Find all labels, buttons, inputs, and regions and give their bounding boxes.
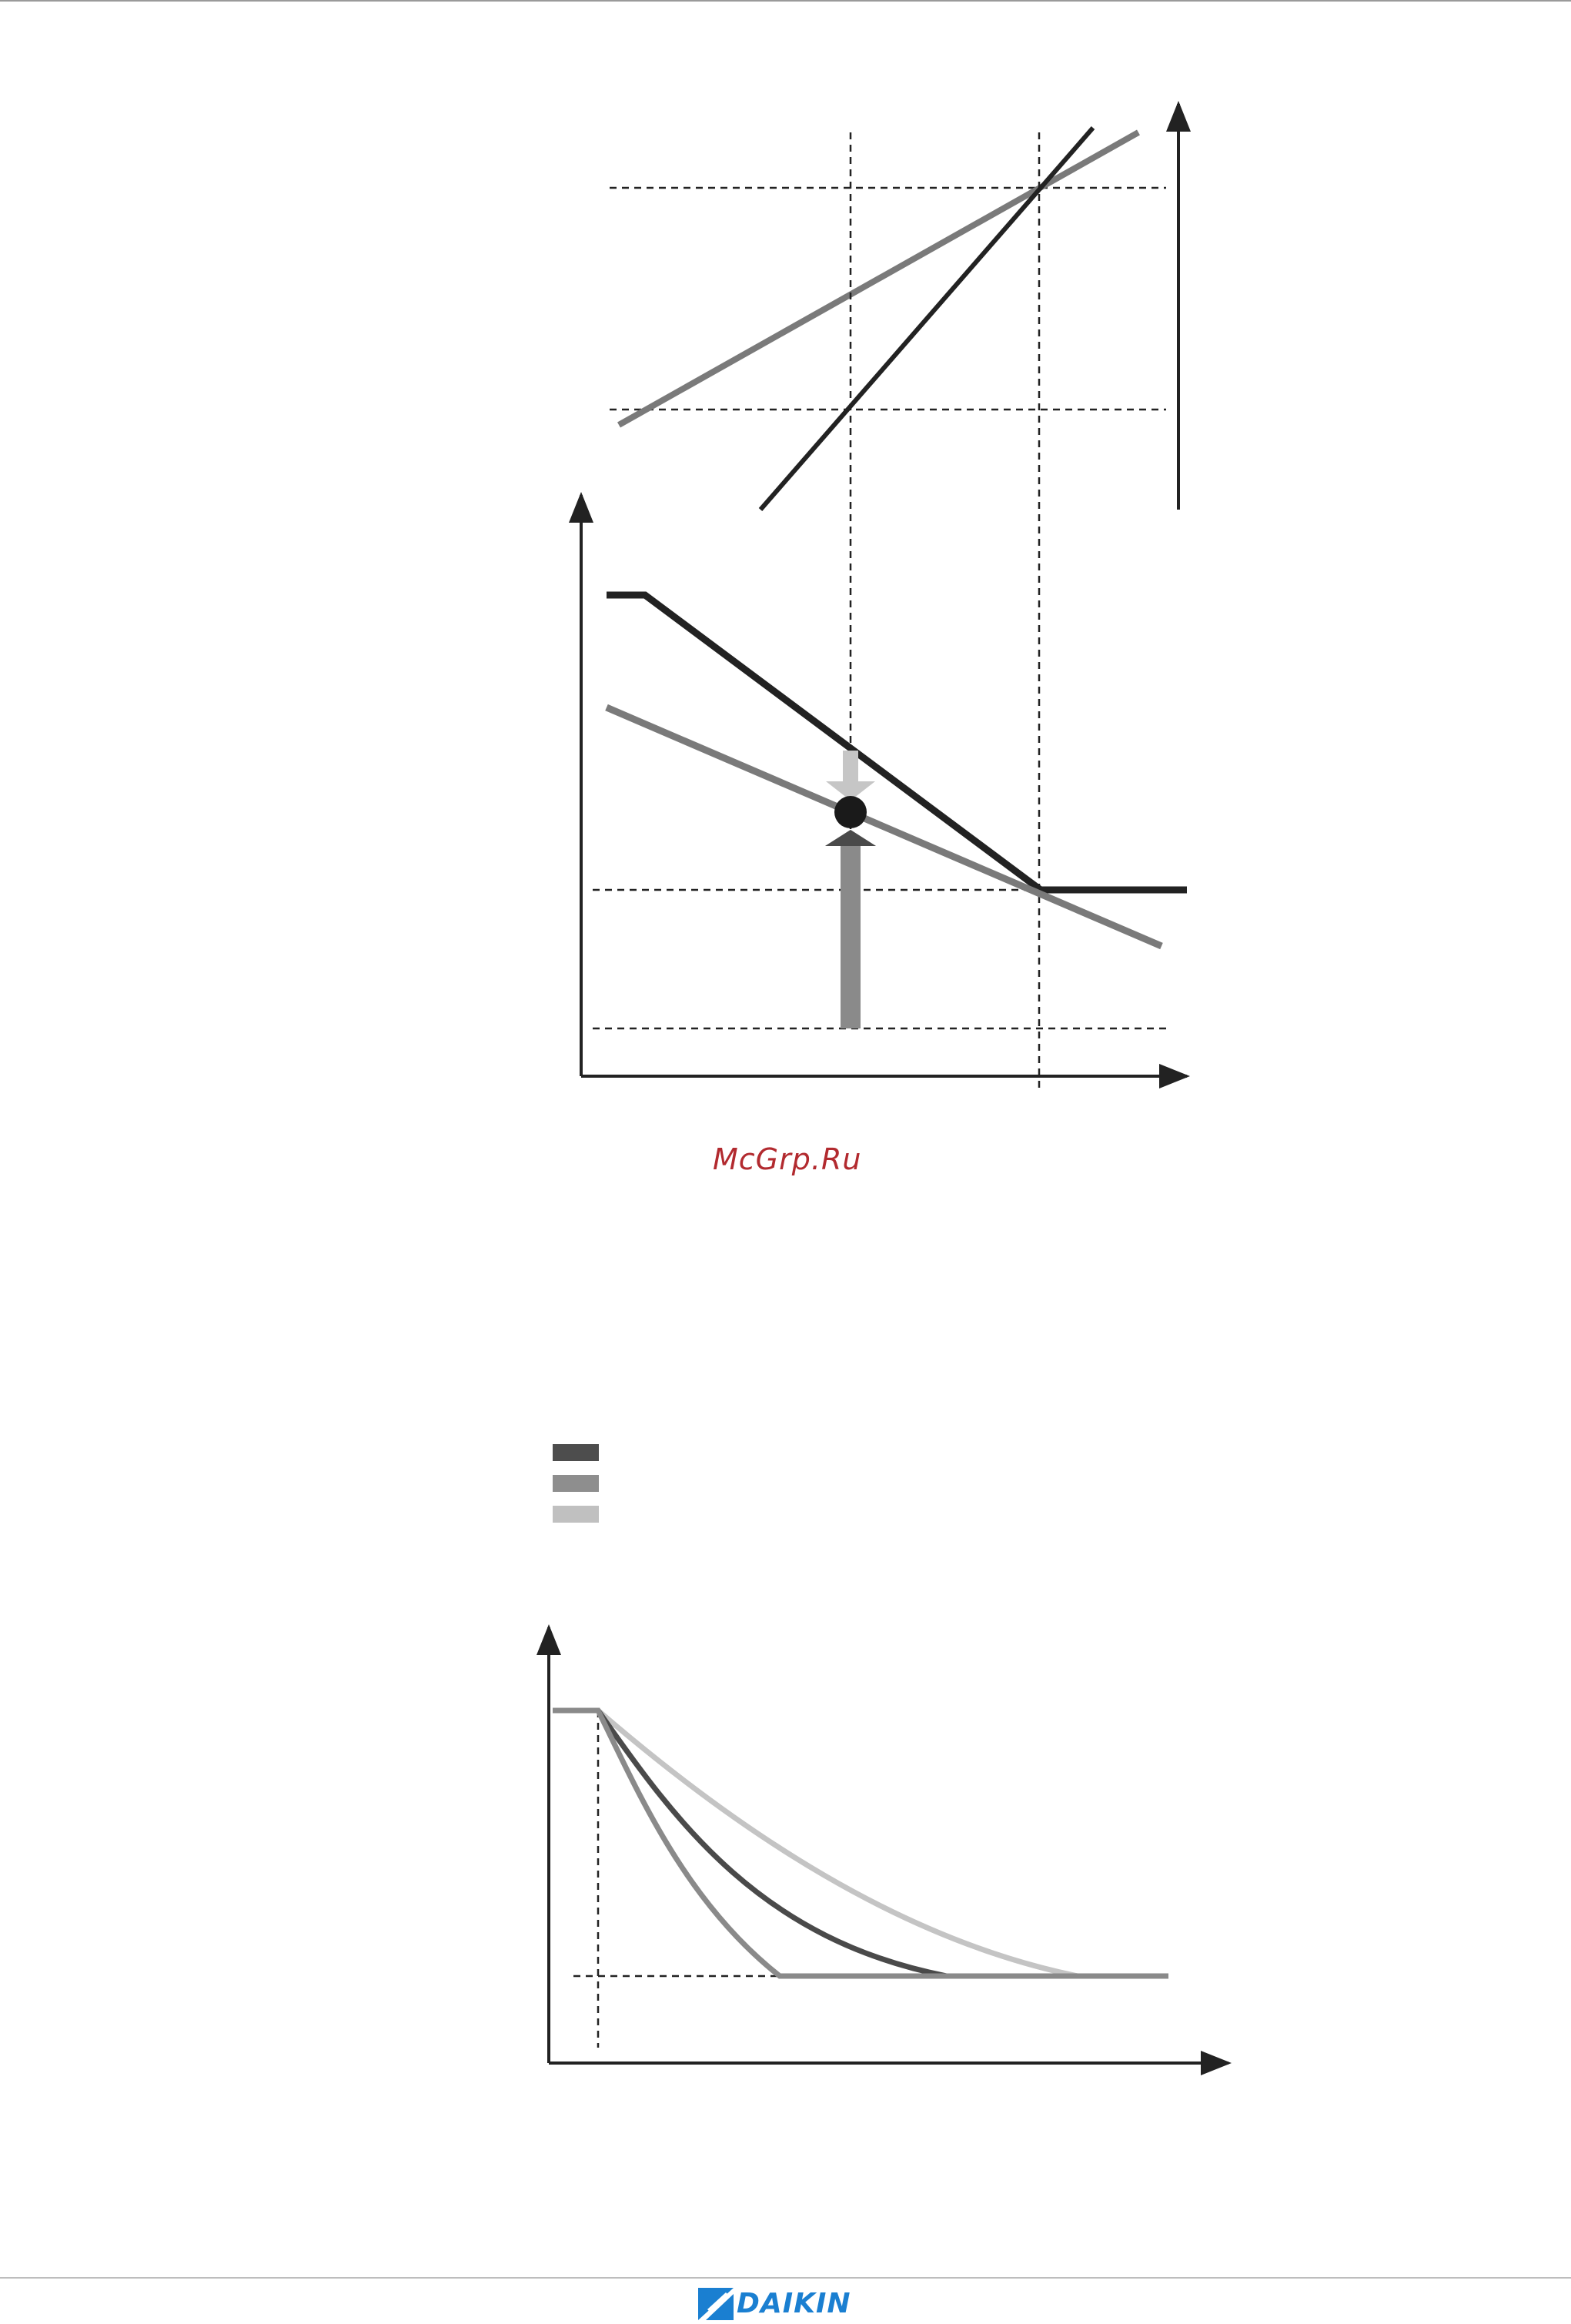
legend-swatch-dark [553, 1444, 599, 1461]
legend-swatch-light [553, 1506, 599, 1523]
daikin-logo [697, 2283, 874, 2322]
up-arrow [825, 830, 876, 1028]
daikin-logo-mark [697, 2283, 735, 2322]
grey-descending-line [607, 707, 1162, 946]
legend-swatch-mid [553, 1475, 599, 1492]
middle-diagram [581, 495, 1187, 1076]
watermark: McGrp.Ru [713, 1142, 862, 1176]
upper-diagram [610, 104, 1178, 510]
up-arrow-head [825, 830, 876, 846]
operating-point [834, 796, 867, 828]
logo-text: DAIKIN [737, 2288, 851, 2319]
bottom-diagram [549, 1627, 1228, 2063]
legend [553, 1444, 599, 1523]
grey-rising-line [619, 132, 1138, 425]
light-grey-decay-curve [598, 1710, 1078, 1976]
bottom-rule [0, 2277, 1571, 2279]
